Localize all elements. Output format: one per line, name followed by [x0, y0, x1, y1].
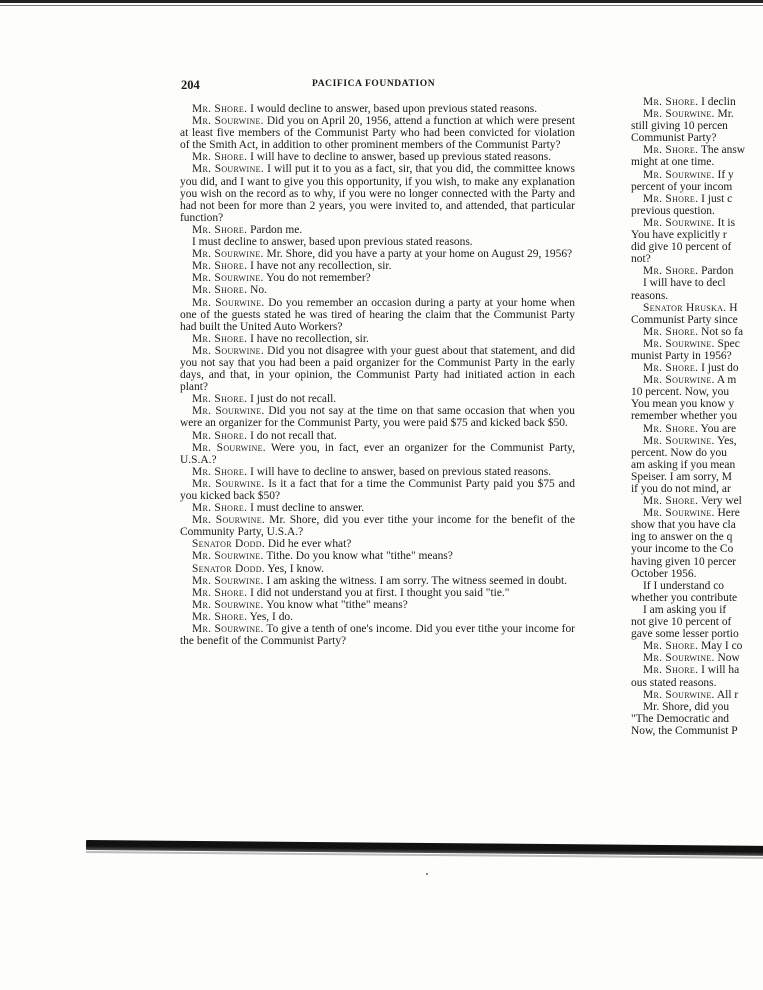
- right-column-line: Mr. Sourwine. Here: [643, 507, 740, 520]
- right-column-line: munist Party in 1956?: [631, 349, 732, 362]
- speaker-name: Mr. Shore.: [192, 502, 248, 515]
- right-column-line: 10 percent. Now, you: [631, 386, 730, 399]
- right-column-line: your income to the Co: [631, 543, 734, 556]
- right-column-line: October 1956.: [631, 567, 697, 580]
- speech-text: I will put it to you as a fact, sir, that you did, the committee knows you did, and I want to give you this opportunity, if you wish, to make any explanation you wish on the record as to why, if you were no longer connected with the Party and had not been for more than 2 years, you were invited to, and attended, that particular function?: [180, 163, 575, 224]
- transcript-paragraph: [180, 297, 575, 333]
- right-column-line: whether you contribute: [631, 591, 738, 604]
- speaker-name: Mr. Shore.: [643, 192, 699, 205]
- speech-text: I have not any recollection, sir.: [247, 260, 392, 273]
- speech-text: I did not understand you at first. I thought you said "tie.": [247, 586, 510, 599]
- right-column-line: Mr. Shore. Very wel: [643, 495, 742, 508]
- speaker-name: Mr. Shore.: [192, 429, 248, 442]
- speaker-name: Mr. Sourwine.: [192, 550, 264, 563]
- speech-text: Did you not say at the time on that same occasion that when you were an organizer for the Communist Party, you were paid $75 and kicked back $50.: [180, 405, 575, 430]
- speaker-name: Mr. Sourwine.: [643, 434, 715, 447]
- speaker-name: Mr. Shore.: [192, 586, 248, 599]
- right-column-line: Communist Party since: [631, 313, 738, 326]
- transcript-paragraph: [180, 466, 575, 478]
- speech-text: I would decline to answer, based upon previous stated reasons.: [247, 103, 538, 115]
- right-column-line: Communist Party?: [631, 132, 717, 145]
- speaker-name: Mr. Sourwine.: [192, 272, 264, 285]
- speaker-name: Mr. Shore.: [643, 422, 699, 435]
- speech-text: Did you on April 20, 1956, attend a function at which were present at least five members of the Communist Party who had been convicted for violation of the Smith Act, in addition to other prominent members of the Communist Party?: [180, 115, 575, 152]
- speaker-name: Mr. Sourwine.: [192, 115, 264, 128]
- right-column-line: still giving 10 percen: [631, 120, 728, 133]
- right-column-line: I will have to decl: [643, 277, 726, 290]
- right-column-line: previous question.: [631, 204, 715, 217]
- speech-text: You do not remember?: [263, 272, 371, 285]
- right-column-line: "The Democratic and: [631, 712, 730, 725]
- right-column-line: Mr. Shore. Not so fa: [643, 325, 744, 338]
- speaker-name: Mr. Shore.: [643, 325, 699, 338]
- right-column-line: gave some lesser portio: [631, 628, 739, 641]
- transcript-paragraph: [180, 550, 575, 562]
- speaker-name: Mr. Sourwine.: [643, 652, 715, 665]
- running-head: [181, 78, 581, 92]
- right-column-transcript-cropped: [631, 96, 763, 737]
- right-column-line: might at one time.: [631, 156, 715, 169]
- right-column-line: Mr. Shore. I declin: [643, 96, 736, 108]
- speech-text: I must decline to answer.: [247, 502, 365, 515]
- speaker-name: Mr. Shore.: [192, 332, 248, 345]
- top-border-rule-thin: [0, 5, 763, 6]
- right-column-line: Mr. Shore, did you: [643, 700, 730, 713]
- speaker-name: Senator Dodd.: [192, 538, 265, 551]
- right-column-line: Mr. Shore. I will ha: [643, 664, 740, 677]
- speaker-name: Mr. Sourwine.: [192, 163, 264, 176]
- speaker-name: Mr. Sourwine.: [192, 344, 264, 357]
- transcript-paragraph: [180, 284, 575, 296]
- right-column-line: Mr. Sourwine. A m: [643, 374, 737, 387]
- transcript-paragraph: [180, 260, 575, 272]
- speech-text: I am asking the witness. I am sorry. The witness seemed in doubt.: [263, 574, 568, 587]
- transcript-paragraph: [180, 345, 575, 393]
- speaker-name: Mr. Sourwine.: [192, 514, 266, 527]
- speaker-name: Mr. Shore.: [192, 393, 248, 406]
- transcript-paragraph: [180, 333, 575, 345]
- transcript-paragraph: [180, 151, 575, 163]
- speaker-name: Mr. Shore.: [192, 151, 248, 164]
- right-column-line: Mr. Shore. Pardon: [643, 265, 734, 278]
- speech-text: Did he ever what?: [264, 538, 352, 551]
- right-column-line: Mr. Sourwine. Now: [643, 652, 740, 665]
- speech-text: I just do not recall.: [247, 393, 337, 406]
- speech-text: Yes, I know.: [264, 562, 324, 575]
- speaker-name: Mr. Sourwine.: [192, 441, 266, 454]
- right-column-line: ous stated reasons.: [631, 676, 717, 689]
- header-title: PACIFICA FOUNDATION: [312, 79, 436, 89]
- speaker-name: Mr. Shore.: [192, 465, 248, 478]
- speaker-name: Mr. Shore.: [643, 96, 699, 108]
- speaker-name: Mr. Sourwine.: [192, 296, 265, 309]
- speech-text: I must decline to answer, based upon previous stated reasons.: [192, 236, 473, 249]
- speaker-name: Mr. Shore.: [643, 640, 699, 653]
- right-column-line: Mr. Shore. I just c: [643, 192, 733, 205]
- right-column-line: show that you have cla: [631, 519, 736, 532]
- speech-text: I do not recall that.: [247, 429, 337, 442]
- top-border-rule: [0, 0, 763, 3]
- speaker-name: Mr. Shore.: [643, 362, 699, 375]
- speaker-name: Mr. Shore.: [192, 260, 248, 273]
- speaker-name: Mr. Shore.: [643, 144, 699, 157]
- right-column-line: percent. Now do you: [631, 446, 727, 459]
- right-column-line: I am asking you if: [643, 603, 727, 616]
- transcript-paragraph: [180, 393, 575, 405]
- speaker-name: Mr. Shore.: [643, 664, 699, 677]
- speaker-name: Mr. Shore.: [192, 284, 248, 297]
- right-column-line: If I understand co: [643, 579, 724, 592]
- page-number: 204: [181, 78, 200, 92]
- speaker-name: Mr. Shore.: [643, 265, 699, 278]
- transcript-paragraph: [180, 611, 575, 623]
- right-column-line: percent of your incom: [631, 180, 733, 193]
- right-column-line: You mean you know y: [631, 398, 735, 411]
- right-column-line: Mr. Sourwine. If y: [643, 168, 734, 181]
- speaker-name: Mr. Sourwine.: [643, 108, 715, 121]
- right-column-line: Mr. Shore. May I co: [643, 640, 743, 653]
- right-column-line: Mr. Sourwine. It is: [643, 216, 736, 229]
- right-column-line: not give 10 percent of: [631, 616, 732, 629]
- transcript-paragraph: [180, 430, 575, 442]
- speaker-name: Mr. Shore.: [192, 103, 248, 115]
- right-column-line: not?: [631, 253, 651, 266]
- speech-text: Were you, in fact, ever an organizer for the Communist Party, U.S.A.?: [180, 441, 575, 466]
- speaker-name: Mr. Sourwine.: [192, 598, 264, 611]
- left-column-transcript: [180, 103, 575, 647]
- speaker-name: Mr. Shore.: [192, 610, 248, 623]
- transcript-paragraph: [180, 478, 575, 502]
- right-column-line: Mr. Sourwine. All r: [643, 688, 739, 701]
- transcript-paragraph: [180, 599, 575, 611]
- right-column-line: Speiser. I am sorry, M: [631, 470, 732, 483]
- transcript-paragraph: [180, 563, 575, 575]
- right-column-line: am asking if you mean: [631, 458, 736, 471]
- speaker-name: Mr. Shore.: [643, 495, 699, 508]
- right-column-line: did give 10 percent of: [631, 241, 732, 254]
- speech-text: No.: [247, 284, 267, 297]
- speaker-name: Mr. Sourwine.: [192, 574, 264, 587]
- transcript-paragraph: [180, 224, 575, 236]
- transcript-paragraph: [180, 405, 575, 429]
- right-column-line: Mr. Sourwine. Mr.: [643, 108, 734, 121]
- right-column-line: remember whether you: [631, 410, 738, 423]
- speech-text: Tithe. Do you know what "tithe" means?: [263, 550, 453, 563]
- right-column-line: Mr. Sourwine. Spec: [643, 337, 740, 350]
- speech-text: Mr. Shore, did you have a party at your home on August 29, 1956?: [263, 248, 573, 261]
- speech-text: To give a tenth of one's income. Did you ever tithe your income for the benefit of the Communist Party?: [180, 623, 575, 648]
- transcript-paragraph: [180, 502, 575, 514]
- transcript-paragraph: [180, 575, 575, 587]
- speech-text: Mr. Shore, did you ever tithe your income for the benefit of the Community Party, U.S.A.?: [180, 514, 575, 539]
- speaker-name: Mr. Sourwine.: [643, 507, 715, 520]
- speech-text: I will have to decline to answer, based up previous stated reasons.: [247, 151, 552, 164]
- speech-text: Yes, I do.: [247, 610, 293, 623]
- right-column-line: having given 10 percer: [631, 555, 737, 568]
- transcript-paragraph: [180, 538, 575, 550]
- speaker-name: Mr. Sourwine.: [192, 623, 264, 636]
- speaker-name: Senator Dodd.: [192, 562, 265, 575]
- right-column-line: Now, the Communist P: [631, 724, 738, 737]
- right-column-line: Mr. Shore. I just do: [643, 362, 739, 375]
- right-column-line: ing to answer on the q: [631, 531, 733, 544]
- transcript-paragraph: [180, 115, 575, 151]
- speech-text: I have no recollection, sir.: [247, 332, 369, 345]
- speaker-name: Mr. Sourwine.: [643, 688, 715, 701]
- transcript-paragraph: [180, 623, 575, 647]
- speaker-name: Mr. Shore.: [192, 223, 248, 236]
- speech-text: Pardon me.: [247, 223, 303, 236]
- right-column-line: if you do not mind, ar: [631, 483, 731, 495]
- speaker-name: Mr. Sourwine.: [643, 168, 715, 181]
- transcript-paragraph: [180, 103, 575, 115]
- speaker-name: Mr. Sourwine.: [192, 405, 265, 418]
- transcript-paragraph: [180, 442, 575, 466]
- speech-text: I will have to decline to answer, based on previous stated reasons.: [247, 465, 552, 478]
- transcript-paragraph: [180, 272, 575, 284]
- speaker-name: Mr. Sourwine.: [643, 337, 715, 350]
- scan-speck: [426, 873, 428, 875]
- right-column-line: You have explicitly r: [631, 229, 727, 242]
- transcript-paragraph: [180, 248, 575, 260]
- speech-text: Did you not disagree with your guest about that statement, and did you not say that you had been a paid organizer for the Communist Party in the early days, and that, in your opinion, the Communist Party had initiated action in each plant?: [180, 344, 575, 394]
- transcript-paragraph: [180, 514, 575, 538]
- speech-text: You know what "tithe" means?: [263, 598, 408, 611]
- right-column-line: Senator Hruska. H: [643, 301, 738, 314]
- speaker-name: Mr. Sourwine.: [643, 216, 715, 229]
- speaker-name: Mr. Sourwine.: [192, 477, 265, 490]
- transcript-paragraph: [180, 163, 575, 223]
- speech-text: Is it a fact that for a time the Communist Party paid you $75 and you kicked back $50?: [180, 477, 575, 502]
- speaker-name: Senator Hruska.: [643, 301, 727, 314]
- speech-text: Do you remember an occasion during a party at your home when one of the guests stated he was tired of hearing the claim that the Communist Party had built the United Auto Workers?: [180, 296, 575, 333]
- speaker-name: Mr. Sourwine.: [643, 374, 715, 387]
- speaker-name: Mr. Sourwine.: [192, 248, 264, 261]
- transcript-paragraph: [180, 236, 575, 248]
- right-column-line: reasons.: [631, 289, 669, 302]
- right-column-line: Mr. Shore. You are: [643, 422, 737, 435]
- right-column-line: Mr. Sourwine. Yes,: [643, 434, 737, 447]
- right-column-line: Mr. Shore. The answ: [643, 144, 746, 157]
- transcript-paragraph: [180, 587, 575, 599]
